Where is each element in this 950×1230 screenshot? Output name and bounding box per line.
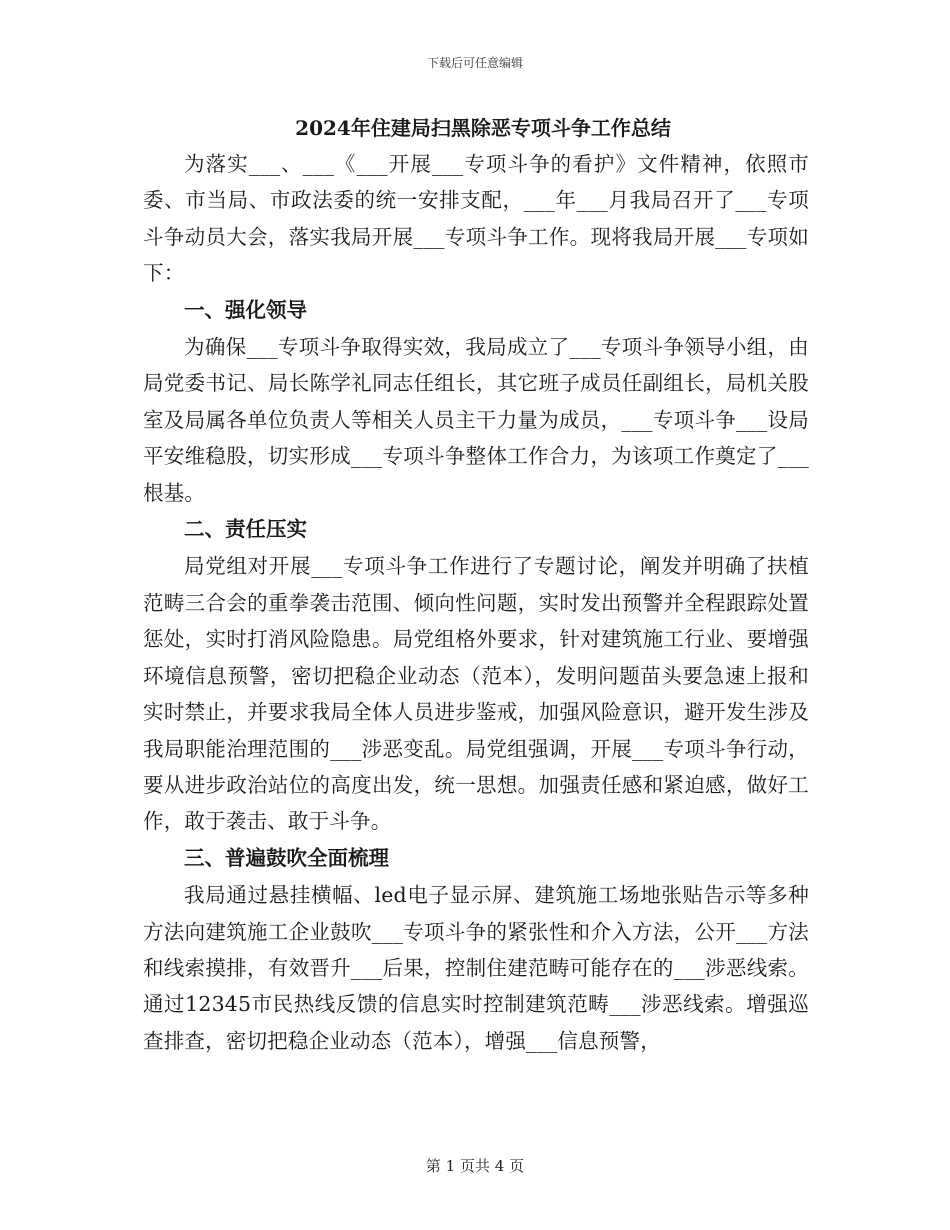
header-note: 下载后可任意编辑 — [426, 56, 523, 70]
document-title: 2024年住建局扫黑除恶专项斗争工作总结 — [295, 116, 671, 140]
section-heading: 三、普遍鼓吹全面梳理 — [184, 845, 389, 870]
document-body — [143, 112, 809, 1059]
section-leadership — [143, 292, 809, 511]
intro-paragraph: 为落实___、___《___开展___专项斗争的看护》文件精神，依照市委、市当局、市政法委的统一安排支配，___年___月我局召开了___专项斗争动员大会，落实我局开展___专项斗争工作。现将我局开展___专项如下： — [143, 152, 809, 286]
section-publicity — [143, 840, 809, 1059]
page-number: 第 1 页共 4 页 — [425, 1157, 525, 1175]
section-heading: 二、责任压实 — [184, 517, 307, 542]
section-paragraph: 我局通过悬挂横幅、led电子显示屏、建筑施工场地张贴告示等多种方法向建筑施工企业鼓吹___专项斗争的紧张性和介入方法，公开___方法和线索摸排，有效晋升___后果，控制住建范畴可能存在的___涉恶线索。通过12345市民热线反馈的信息实时控制建筑范畴___涉恶线索。增强巡查排查，密切把稳企业动态（范本），增强___信息预警， — [143, 883, 809, 1053]
section-heading: 一、强化领导 — [184, 297, 307, 322]
section-paragraph: 为确保___专项斗争取得实效，我局成立了___专项斗争领导小组，由局党委书记、局长陈学礼同志任组长，其它班子成员任副组长，局机关股室及局属各单位负责人等相关人员主干力量为成员，___专项斗争___设局平安维稳股，切实形成___专项斗争整体工作合力，为该项工作奠定了___根基。 — [143, 335, 809, 505]
section-responsibility — [143, 511, 809, 840]
section-paragraph: 局党组对开展___专项斗争工作进行了专题讨论，阐发并明确了扶植范畴三合会的重拳袭击范围、倾向性问题，实时发出预警并全程跟踪处置惩处，实时打消风险隐患。局党组格外要求，针对建筑施工行业、要增强环境信息预警，密切把稳企业动态（范本），发明问题苗头要急速上报和实时禁止，并要求我局全体人员进步鉴戒，加强风险意识，避开发生涉及我局职能治理范围的___涉恶变乱。局党组强调，开展___专项斗争行动，要从进步政治站位的高度出发，统一思想。加强责任感和紧迫感，做好工作，敢于袭击、敢于斗争。 — [143, 554, 809, 834]
